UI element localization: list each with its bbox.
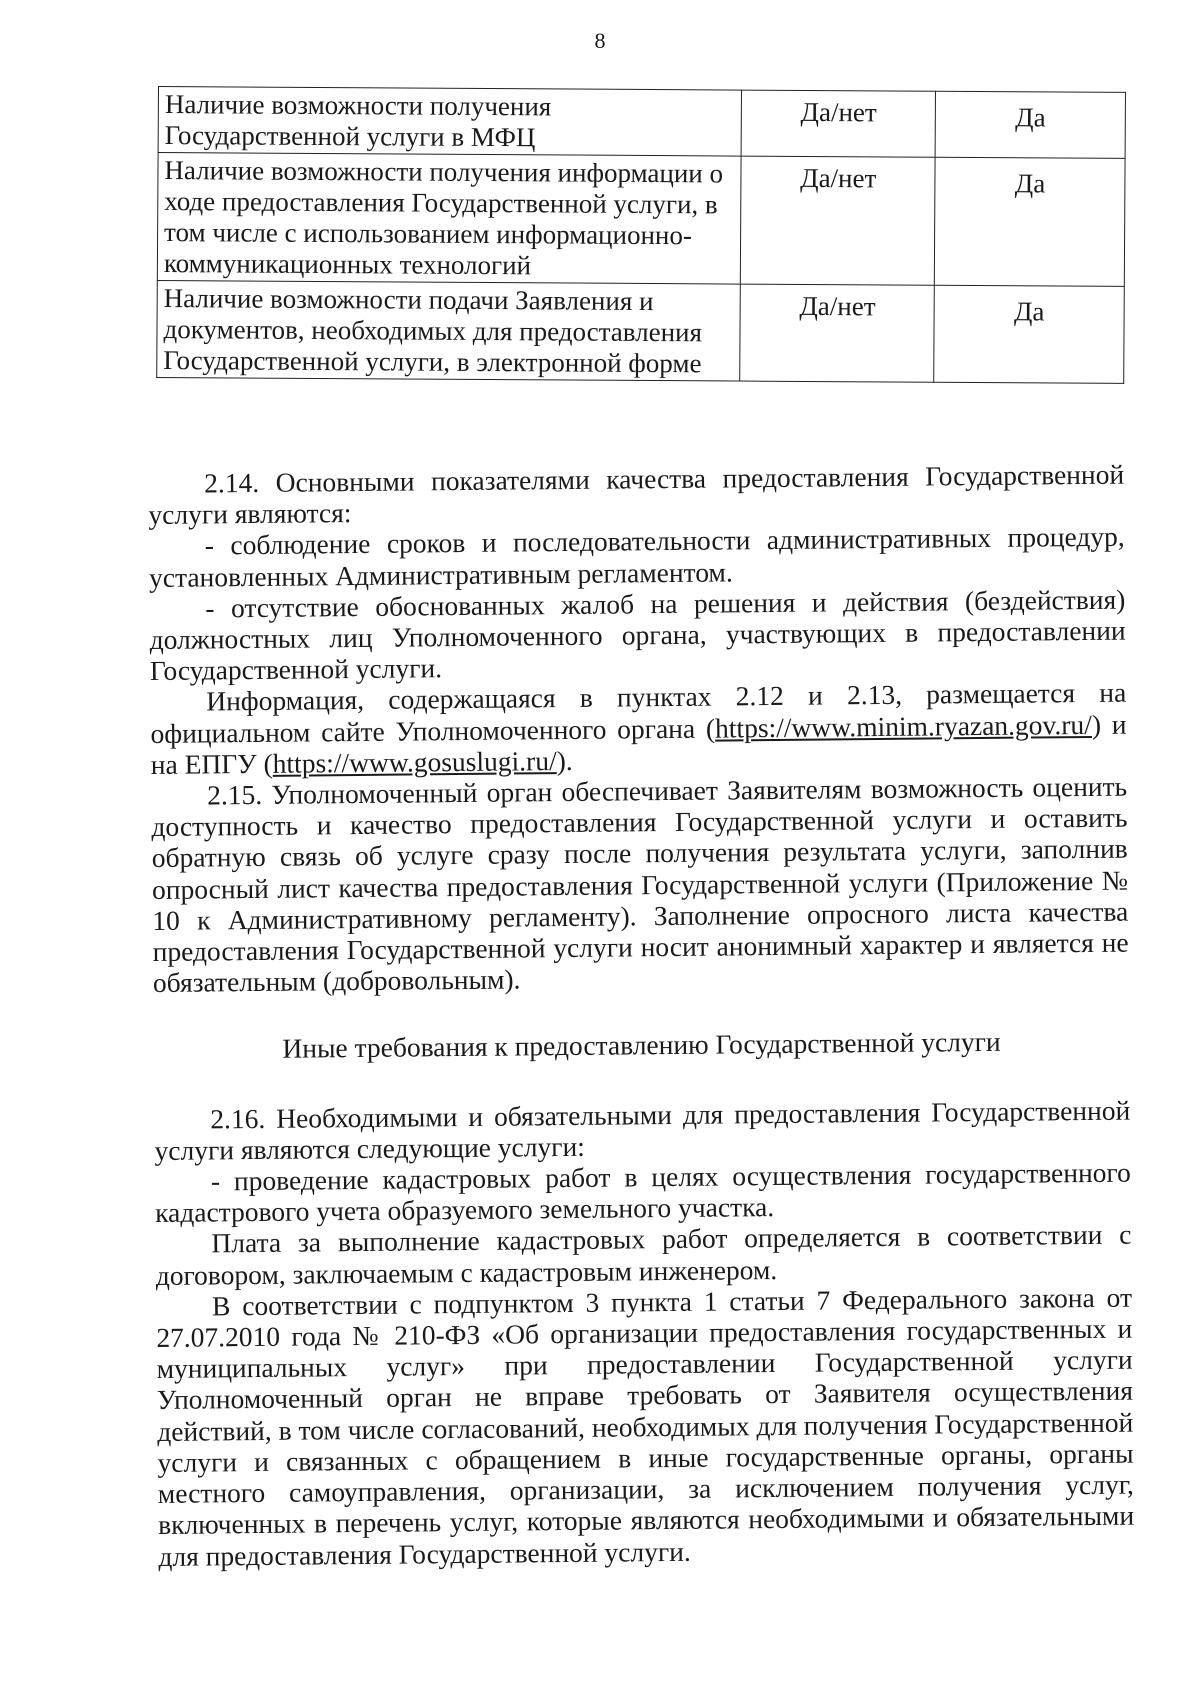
section-2-14-intro: 2.14. Основными показателями качества предоставления Государственной услуги являются: [148, 458, 1125, 531]
value-cell: Да [935, 157, 1126, 286]
table-row [158, 87, 1125, 159]
page-number: 8 [594, 28, 606, 53]
indicator-cell: Наличие возможности получения информации о ходе предоставления Государственной услуги, в том числе с использованием информационно-коммуникационных технологий [157, 153, 741, 285]
section-2-16-item-1: - проведение кадастровых работ в целях осуществления государственного кадастрового учета образуемого земельного участка. [155, 1156, 1131, 1229]
info-text-middle: ) и на ЕПГУ ( [150, 708, 1127, 780]
gosuslugi-link[interactable]: https://www.gosuslugi.ru/ [272, 744, 557, 779]
federal-law-paragraph: В соответствии с подпунктом 3 пункта 1 статьи 7 Федерального закона от 27.07.2010 года № 210-ФЗ «Об организации предоставления государственных и муниципальных услуг» при предоставлении Государственной услуги Уполномоченный орган не вправе требовать от Заявителя осуществления действий, в том числе согласований, необходимых для получения Государственной услуги и связанных с обращением в иные государственные органы, органы местного самоуправления, организации, за исключением получения услуг, включенных в перечень услуг, которые являются необходимыми и обязательными для предоставления Государственной услуги. [156, 1281, 1135, 1572]
unit-cell: Да/нет [740, 284, 934, 382]
ministry-website-link[interactable]: https://www.minim.ryazan.gov.ru/ [714, 708, 1092, 744]
unit-cell: Да/нет [741, 90, 935, 157]
info-text-before: Информация, содержащаяся в пунктах 2.12 и 2.13, размещается на официальном сайте Уполномоченного органа ( [150, 677, 1127, 749]
info-text-after: ). [556, 744, 573, 776]
indicator-cell: Наличие возможности получения Государственной услуги в МФЦ [158, 87, 742, 157]
table-row [157, 153, 1125, 287]
cadastral-fee-paragraph: Плата за выполнение кадастровых работ определяется в соответствии с договором, заключаемым с кадастровым инженером. [155, 1219, 1132, 1291]
quality-indicators-table [156, 86, 1126, 384]
section-heading: Иные требования к предоставлению Государственной услуги [282, 1026, 1001, 1065]
value-cell: Да [934, 285, 1124, 383]
table-row [157, 280, 1125, 383]
document-body [148, 459, 1135, 1572]
section-2-16-intro: 2.16. Необходимыми и обязательными для предоставления Государственной услуги являются следующие услуги: [154, 1094, 1131, 1166]
unit-cell: Да/нет [741, 156, 936, 285]
value-cell: Да [935, 91, 1125, 158]
section-2-14-item-1: - соблюдение сроков и последовательности административных процедур, установленных Административным регламентом. [148, 521, 1125, 593]
info-paragraph [150, 677, 1127, 780]
section-2-15: 2.15. Уполномоченный орган обеспечивает Заявителям возможность оценить доступность и качество предоставления Государственной услуги и оставить обратную связь об услуге сразу после получения результата услуги, заполнив опросный лист качества предоставления Государственной услуги (Приложение № 10 к Административному регламенту). Заполнение опросного листа качества предоставления Государственной услуги носит анонимный характер и является не обязательным (добровольным). [151, 770, 1129, 999]
indicator-cell: Наличие возможности подачи Заявления и документов, необходимых для предоставления Государственной услуги, в электронной форме [157, 280, 741, 381]
section-2-14-item-2: - отсутствие обоснованных жалоб на решения и действия (бездействия) должностных лиц Уполномоченного органа, участвующих в предоставлении Государственной услуги. [149, 583, 1126, 687]
